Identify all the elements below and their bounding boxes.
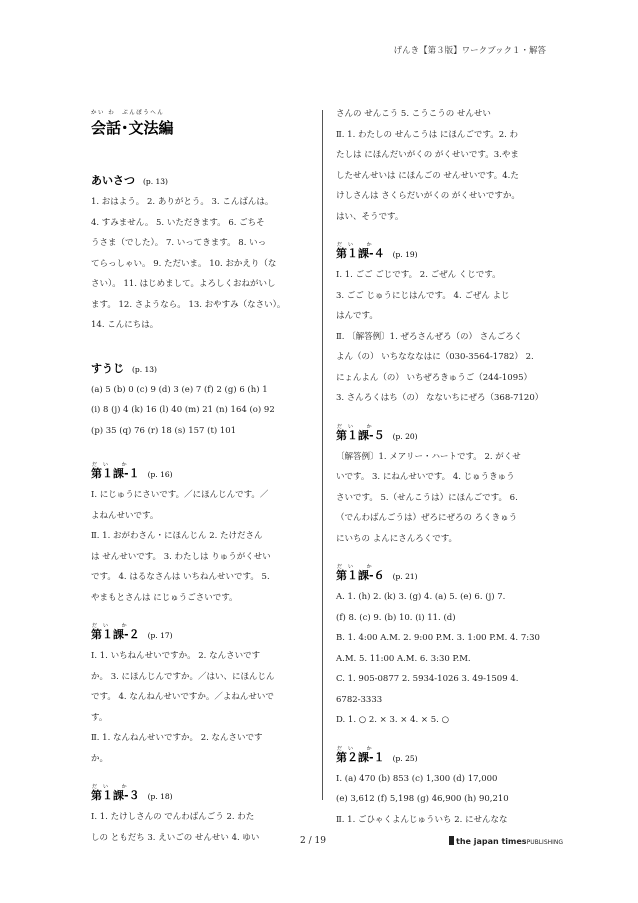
logo-mark-icon (449, 836, 454, 845)
main-title-ruby: かい わ ぶんぽうへん (91, 110, 165, 116)
section-title: すうじ (91, 361, 124, 375)
main-title (91, 110, 309, 138)
answer-line: （でんわばんごうは）ぜろにぜろの ろくきゅう (336, 513, 518, 523)
answer-line: D. 1. ○ 2. × 3. × 4. × 5. ○ (336, 715, 449, 725)
logo-sub-text: PUBLISHING (526, 839, 564, 846)
right-column (336, 104, 554, 830)
section-ruby: だい か (92, 462, 133, 468)
answer-line: です。 4. なんねんせいですか。／よねんせいで (91, 692, 274, 702)
answer-line: うさま（でした）。 7. いってきます。 8. いっ (91, 238, 267, 248)
answer-line: (e) 3,612 (f) 5,198 (g) 46,900 (h) 90,210 (336, 794, 509, 804)
section-aisatsu (91, 162, 309, 336)
answer-line: Ⅱ. 1. ごひゃくよんじゅういち 2. にせんなな (336, 814, 508, 825)
section-lesson-1-2 (91, 616, 309, 769)
section-ruby: だい か (337, 745, 378, 752)
section-title: 第１課-３ (91, 789, 140, 802)
section-page: (p. 19) (392, 250, 418, 259)
answer-line: よん（の） いちなななはに（030-3564-1782） 2. (336, 352, 534, 362)
answer-line: か。 (91, 753, 109, 764)
section-title: あいさつ (91, 174, 135, 187)
page-header: げんき【第３版】ワークブック１・解答 (393, 46, 546, 56)
section-ruby: だい か (337, 242, 378, 248)
answer-line: (p) 35 (q) 76 (r) 18 (s) 157 (t) 101 (91, 425, 237, 436)
answer-line: 3. さんろくはち（の） なないちにぜろ（368-7120） (336, 393, 544, 403)
section-heading (91, 455, 309, 485)
answer-line: (a) 5 (b) 0 (c) 9 (d) 3 (e) 7 (f) 2 (g) 6 (h) 1 (91, 384, 268, 395)
answer-line: ます。 12. さようなら。 13. おやすみ（なさい）。 (91, 299, 286, 310)
answer-line: す。 (91, 712, 108, 723)
publisher-logo (449, 836, 563, 846)
answer-line: さんの せんこう 5. こうこうの せんせい (336, 109, 491, 119)
section-title: 第１課-６ (336, 569, 385, 582)
logo-main-text: the japan times (456, 837, 527, 846)
main-title-text: 会話･文法編 (91, 119, 174, 137)
answer-line: Ⅰ. 1. たけしさんの でんわばんごう 2. わた (91, 812, 255, 822)
section-heading (91, 162, 309, 192)
column-divider (322, 110, 323, 800)
section-title: 第２課-１ (336, 750, 385, 764)
answer-line: (i) 8 (j) 4 (k) 16 (l) 40 (m) 21 (n) 164 (o) 92 (91, 405, 275, 415)
answer-line: A. 1. (h) 2. (k) 3. (g) 4. (a) 5. (e) 6. (j) 7. (336, 592, 506, 602)
answer-line: 14. こんにちは。 (91, 320, 159, 330)
section-lesson-1-1 (91, 455, 309, 608)
section-page: (p. 13) (132, 364, 157, 374)
section-heading (336, 557, 554, 587)
section-heading (336, 739, 554, 769)
answer-line: Ⅰ. にじゅうにさいです。／にほんじんです。／ (91, 490, 269, 500)
section-lesson-1-6 (336, 557, 554, 731)
answer-line: Ⅰ. 1. いちねんせいですか。 2. なんさいです (91, 651, 261, 661)
section-suuji (91, 350, 309, 442)
answer-line: か。 3. にほんじんですか。／はい、にほんじん (91, 671, 275, 682)
answer-line: はい、そうです。 (336, 211, 404, 222)
answer-line: 6782-3333 (336, 694, 383, 705)
section-heading (336, 235, 554, 265)
answer-line: てらっしゃい。 9. ただいま。 10. おかえり（な (91, 258, 277, 269)
left-column (91, 103, 309, 848)
answer-line: C. 1. 905-0877 2. 5934-1026 3. 49-1509 4. (336, 674, 519, 684)
section-ruby: だい か (92, 623, 133, 629)
answer-line: Ⅱ. 1. なんねんせいですか。 2. なんさいです (91, 733, 263, 743)
answer-line: たしは にほんだいがくの がくせいです。3.やま (336, 150, 519, 160)
section-page: (p. 20) (392, 431, 418, 441)
answer-line: よねんせいです。 (91, 510, 159, 521)
answer-line: B. 1. 4:00 A.M. 2. 9:00 P.M. 3. 1:00 P.M. 4. 7:30 (336, 633, 540, 643)
answer-line: Ⅰ. 1. ごご ごじです。 2. ごぜん くじです。 (336, 270, 501, 280)
answer-line: したせんせいは にほんごの せんせいです。4.た (336, 170, 519, 181)
answer-line: A.M. 5. 11:00 A.M. 6. 3:30 P.M. (336, 653, 471, 664)
section-page: (p. 18) (147, 792, 173, 801)
section-title: 第１課-５ (336, 428, 385, 442)
section-heading (336, 417, 554, 447)
section-body (91, 192, 309, 336)
answer-line: 3. ごご じゅうにじはんです。 4. ごぜん よじ (336, 290, 510, 301)
answer-line: は せんせいです。 3. わたしは りゅうがくせい (91, 551, 271, 562)
answer-line: 1. おはよう。 2. ありがとう。 3. こんばんは。 (91, 197, 274, 207)
answer-line: です。 4. はるなさんは いちねんせいです。 5. (91, 572, 270, 582)
section-lesson-1-3 (91, 777, 309, 848)
section-heading (91, 616, 309, 646)
answer-line: さい）。 11. はじめまして。よろしくおねがいし (91, 279, 276, 289)
answer-line: Ⅱ. 1. おがわさん・にほんじん 2. たけださん (91, 531, 263, 541)
answer-line: けしさんは さくらだいがくの がくせいですか。 (336, 191, 520, 201)
answer-line: しの ともだち 3. えいごの せんせい 4. ゆい (91, 832, 260, 843)
answer-line: (f) 8. (c) 9. (b) 10. (i) 11. (d) (336, 612, 456, 623)
section-heading (91, 350, 309, 380)
answer-line: Ⅰ. (a) 470 (b) 853 (c) 1,300 (d) 17,000 (336, 773, 498, 784)
answer-line: いです。 3. にねんせいです。 4. じゅうきゅう (336, 472, 515, 482)
section-title: 第１課-１ (91, 467, 140, 480)
answer-line: 〔解答例〕1. メアリー・ハートです。 2. がくせ (336, 451, 521, 462)
section-page: (p. 21) (392, 572, 418, 581)
section-page: (p. 16) (147, 470, 173, 479)
section-ruby: だい か (337, 564, 378, 570)
section-title: 第１課-２ (91, 628, 140, 641)
section-page: (p. 13) (143, 177, 168, 186)
answer-line: はんです。 (336, 311, 378, 321)
page-number: 2 / 19 (300, 836, 326, 846)
section-ruby: だい か (337, 423, 378, 430)
answer-line: にいちの よんにさんろくです。 (336, 533, 458, 544)
section-lesson-2-1 (336, 739, 554, 831)
answer-line: Ⅱ. 1. わたしの せんこうは にほんごです。2. わ (336, 129, 519, 140)
answer-line: Ⅱ. 〔解答例〕1. ぜろさんぜろ（の） さんごろく (336, 331, 523, 342)
section-page: (p. 25) (392, 753, 418, 763)
section-lesson-1-5 (336, 417, 554, 550)
answer-line: にょんよん（の） いちぜろきゅうご（244-1095） (336, 372, 533, 383)
section-title: 第１課-４ (336, 247, 385, 260)
section-ruby: だい か (92, 784, 133, 790)
section-page: (p. 17) (147, 631, 173, 640)
section-heading (91, 777, 309, 807)
answer-line: やまもとさんは にじゅうごさいです。 (91, 592, 238, 603)
section-lesson-1-4 (336, 235, 554, 409)
section-lesson-1-3-cont (336, 104, 554, 227)
answer-line: さいです。 5.（せんこうは）にほんごです。 6. (336, 492, 518, 503)
answer-line: 4. すみません。 5. いただきます。 6. ごちそ (91, 217, 265, 228)
